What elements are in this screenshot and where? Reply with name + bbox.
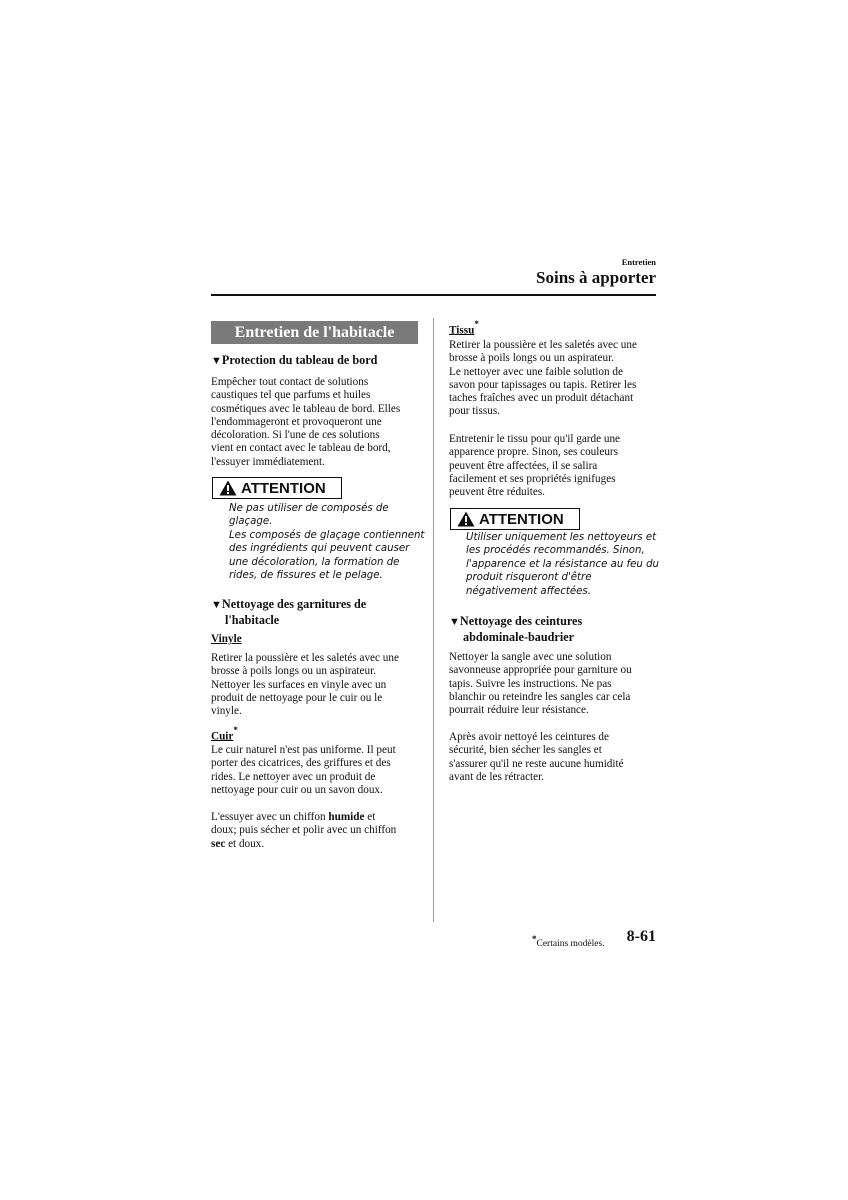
page-number: 8-61 bbox=[626, 928, 656, 945]
warning-icon bbox=[457, 511, 475, 527]
footnote: *Certains modèles. bbox=[532, 934, 605, 950]
column-divider bbox=[433, 318, 434, 922]
belt-text: Nettoyer la sangle avec une solution savonneuse appropriée pour garniture ou tapis. Suivre les instructions. Ne pas blanchir ou reteindre les sangles car cela pourrait réduire leur résistance. bbox=[449, 651, 632, 717]
header-rule bbox=[211, 294, 656, 296]
asterisk-icon: * bbox=[474, 319, 479, 329]
attention-label-2: ATTENTION bbox=[479, 510, 564, 528]
triangle-down-icon: ▼ bbox=[449, 616, 460, 628]
cuir-text-2: L'essuyer avec un chiffon humide et doux; puis sécher et polir avec un chiffon sec et doux. bbox=[211, 811, 397, 850]
cuir-heading: Cuir* bbox=[211, 725, 238, 743]
attention-text-1: Ne pas utiliser de composés de glaçage. Les composés de glaçage contiennent des ingrédients qui peuvent causer une décoloration, la formation de rides, de fissures et le pelage. bbox=[229, 503, 425, 582]
vinyle-text: Retirer la poussière et les saletés avec une brosse à poils longs ou un aspirateur. Nettoyer les surfaces en vinyle avec un produit de nettoyage pour le cuir ou le vinyle. bbox=[211, 652, 399, 718]
attention-box-2 bbox=[450, 508, 580, 530]
attention-text-2: Utiliser uniquement les nettoyeurs et les procédés recommandés. Sinon, l'apparence et la résistance au feu du produit risqueront d'être négativement affectées. bbox=[466, 532, 659, 597]
chapter-label: Entretien bbox=[621, 257, 656, 267]
tissu-text-2: Entretenir le tissu pour qu'il garde une apparence propre. Sinon, ses couleurs peuvent être affectées, il se salira facilement et ses propriétés ignifuges peuvent être réduites. bbox=[449, 433, 621, 499]
belt-text-2: Après avoir nettoyé les ceintures de sécurité, bien sécher les sangles et s'assurer qu'il ne reste aucune humidité avant de les rétracter. bbox=[449, 731, 624, 783]
cuir-text: Le cuir naturel n'est pas uniforme. Il peut porter des cicatrices, des griffures et des rides. Le nettoyer avec un produit de nettoyage pour cuir ou un savon doux. bbox=[211, 744, 396, 796]
belt-cleaning-heading: ▼Nettoyage des ceintures abdominale-baudrier bbox=[449, 614, 583, 644]
trim-cleaning-heading: ▼Nettoyage des garnitures de l'habitacle bbox=[211, 597, 367, 627]
attention-box-1 bbox=[212, 477, 342, 499]
page-title: Soins à apporter bbox=[536, 268, 656, 287]
section-title-band bbox=[211, 321, 418, 344]
section-title: Entretien de l'habitacle bbox=[234, 323, 395, 341]
dash-protection-heading: ▼Protection du tableau de bord bbox=[211, 353, 378, 367]
tissu-heading: Tissu* bbox=[449, 319, 479, 337]
triangle-down-icon: ▼ bbox=[211, 355, 222, 367]
triangle-down-icon: ▼ bbox=[211, 599, 222, 611]
vinyle-heading: Vinyle bbox=[211, 633, 242, 645]
asterisk-icon: * bbox=[233, 725, 238, 735]
warning-icon bbox=[219, 480, 237, 496]
tissu-text: Retirer la poussière et les saletés avec une brosse à poils longs ou un aspirateur. Le nettoyer avec une faible solution de savon pour tapissages ou tapis. Retirer les taches fraîches avec un produit détachant pour tissus. bbox=[449, 339, 637, 418]
asterisk-icon: * bbox=[532, 934, 537, 944]
attention-label-1: ATTENTION bbox=[241, 479, 326, 497]
dash-protection-text: Empêcher tout contact de solutions caustiques tel que parfums et huiles cosmétiques avec le tableau de bord. Elles l'endommageront et provoqueront une décoloration. Si l'une de ces solutions vient en contact avec le tableau de bord, l'essuyer immédiatement. bbox=[211, 376, 401, 468]
